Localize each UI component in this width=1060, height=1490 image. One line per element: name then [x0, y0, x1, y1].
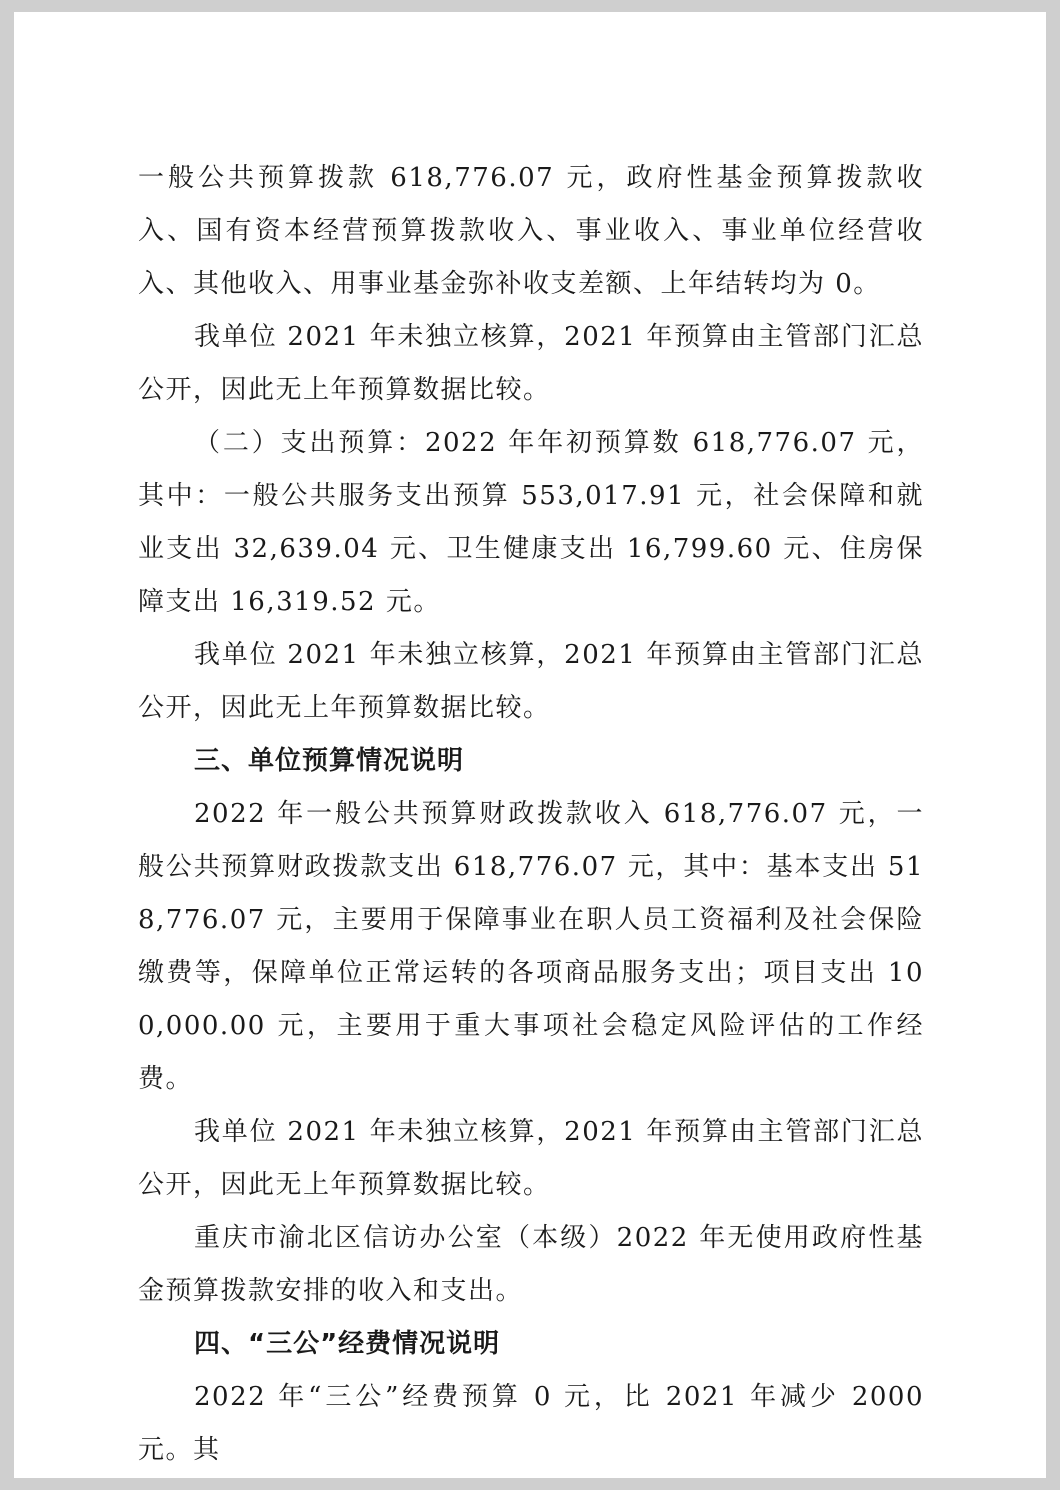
paragraph-no-comparison-3: 我单位 2021 年未独立核算，2021 年预算由主管部门汇总公开，因此无上年预算数据比较。	[138, 1117, 924, 1200]
section-heading-three-public: 四、“三公”经费情况说明	[194, 1329, 501, 1359]
paragraph-three-public: 2022 年“三公”经费预算 0 元，比 2021 年减少 2000 元。其	[138, 1382, 924, 1465]
document-page	[14, 12, 1046, 1478]
paragraph-no-comparison-2: 我单位 2021 年未独立核算，2021 年预算由主管部门汇总公开，因此无上年预算数据比较。	[138, 640, 924, 723]
paragraph-government-fund: 重庆市渝北区信访办公室（本级）2022 年无使用政府性基金预算拨款安排的收入和支出。	[138, 1223, 924, 1306]
paragraph-expense-budget: （二）支出预算：2022 年年初预算数 618,776.07 元，其中：一般公共服务支出预算 553,017.91 元，社会保障和就业支出 32,639.04 元、卫生健康支出 16,799.60 元、住房保障支出 16,319.52 元。	[138, 428, 924, 617]
section-heading-unit-budget: 三、单位预算情况说明	[194, 746, 465, 776]
paragraph-unit-budget: 2022 年一般公共预算财政拨款收入 618,776.07 元，一般公共预算财政拨款支出 618,776.07 元，其中：基本支出 518,776.07 元，主要用于保障事业在职人员工资福利及社会保险缴费等，保障单位正常运转的各项商品服务支出；项目支出 100,000.00 元，主要用于重大事项社会稳定风险评估的工作经费。	[138, 799, 924, 1094]
paragraph-income-budget: 一般公共预算拨款 618,776.07 元，政府性基金预算拨款收入、国有资本经营预算拨款收入、事业收入、事业单位经营收入、其他收入、用事业基金弥补收支差额、上年结转均为 0。	[138, 163, 924, 299]
paragraph-no-comparison-1: 我单位 2021 年未独立核算，2021 年预算由主管部门汇总公开，因此无上年预算数据比较。	[138, 322, 924, 405]
document-body	[138, 152, 924, 1477]
